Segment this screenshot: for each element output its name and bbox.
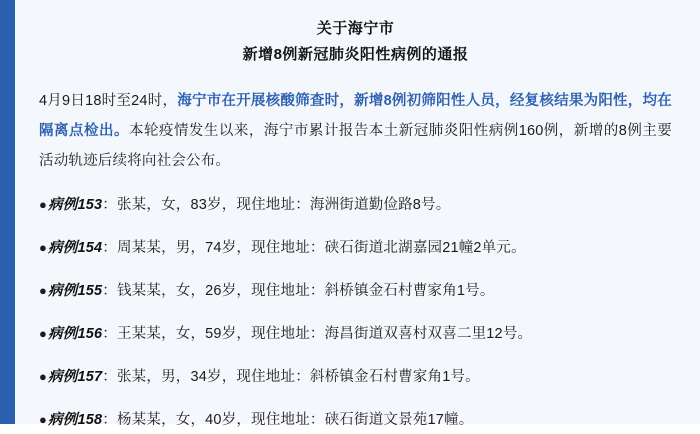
case-detail: ：张某，女，83岁，现住地址：海洲街道勤俭路8号。 — [102, 196, 451, 213]
case-detail: ：杨某某，女，40岁，现住地址：硖石街道文景苑17幢。 — [102, 411, 474, 428]
case-label: 病例156 — [48, 325, 103, 342]
bullet-icon: ● — [39, 411, 48, 427]
list-item — [39, 406, 672, 434]
bullet-icon: ● — [39, 196, 48, 212]
paragraph-segment-2: 本轮疫情发生以来，海宁市累计报告本土新冠肺炎阳性病例160例，新增的8例主要活动轨迹后续将向社会公布。 — [39, 123, 672, 169]
bullet-icon: ● — [39, 282, 48, 298]
left-accent-rail — [0, 0, 15, 424]
case-detail: ：张某，男，34岁，现住地址：斜桥镇金石村曹家角1号。 — [102, 368, 480, 385]
case-label: 病例157 — [48, 368, 103, 385]
case-detail: ：王某某，女，59岁，现住地址：海昌街道双喜村双喜二里12号。 — [102, 325, 533, 342]
case-label: 病例154 — [48, 239, 103, 256]
list-item — [39, 277, 672, 305]
summary-paragraph — [39, 86, 672, 176]
case-label: 病例155 — [48, 282, 103, 299]
case-detail: ：周某某，男，74岁，现住地址：硖石街道北湖嘉园21幢2单元。 — [102, 239, 526, 256]
bullet-icon: ● — [39, 239, 48, 255]
list-item — [39, 191, 672, 219]
case-detail: ：钱某某，女，26岁，现住地址：斜桥镇金石村曹家角1号。 — [102, 282, 495, 299]
bullet-icon: ● — [39, 325, 48, 341]
title-line-2: 新增8例新冠肺炎阳性病例的通报 — [242, 46, 469, 63]
case-list — [39, 191, 672, 434]
list-item — [39, 234, 672, 262]
page-title — [39, 16, 672, 68]
case-label: 病例158 — [48, 411, 103, 428]
document-content — [15, 0, 700, 428]
bullet-icon: ● — [39, 368, 48, 384]
case-label: 病例153 — [48, 196, 103, 213]
paragraph-segment-1: 4月9日18时至24时， — [39, 93, 178, 109]
paragraph-highlight: 海宁市在开展核酸筛查时，新增8例初筛阳性人员，经复核结果为阳性，均在隔离点检出。 — [39, 93, 672, 139]
list-item — [39, 363, 672, 391]
title-line-1: 关于海宁市 — [316, 20, 395, 37]
list-item — [39, 320, 672, 348]
